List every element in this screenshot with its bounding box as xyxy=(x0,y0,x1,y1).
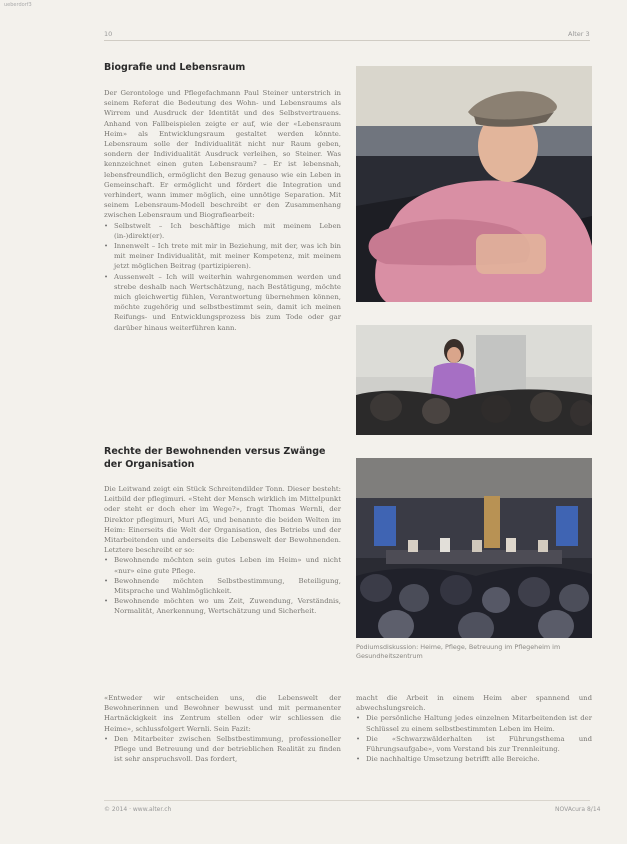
list-item: • Aussenwelt – Ich will weiterhin wahrgenommen werden und strebe deshalb nach Wertschätzung, nach Bestätigung, möchte mich gleichwertig fühlen, Verantwortung übernehmen können, möchte zugehörig und selbstbestimmt sein, damit ich meinen Reifungs- und Entwicklungsprozess bis zum Tode oder gar darüber hinaus weiterführen kann. xyxy=(104,272,341,333)
heading-biografie: Biografie und Lebensraum xyxy=(104,62,246,73)
paragraph-rechte: Die Leitwand zeigt ein Stück Schreitendilder Tonn. Dieser besteht: Leitbild der pflegimuri. «Steht der Mensch wirklich im Mittelpunkt oder steht er doch eher im Wege?», fragt Thomas Wernli, der Direktor pflegimuri, Muri AG, und benannte die beiden Welten im Heim: Einerseits die Welt der Organisation, des Betriebs und der Mitarbeitenden und anderseits die Lebenswelt der Bewohnenden. Letztere beschreibt er so: xyxy=(104,485,341,555)
heading-rechte: Rechte der Bewohnenden versus Zwänge der Organisation xyxy=(104,446,326,470)
paragraph-biografie: Der Gerontologe und Pflegefachmann Paul Steiner unterstrich in seinem Referat die Bedeutung des Wohn- und Lebensraums als Wirrem und Ausdruck der Identität und des Selbstvertrauens. Anhand von Fallbeispielen zeigte er auf, wie der «Lebensraum Heim» als Entwicklungsraum gestaltet werden könnte. Lebensraum solle der Individualität nicht nur Raum geben, sondern der Individualität Ausdruck verleihen, so Steiner. Was kennzeichnet einen guten Lebensraum? – Er ist lebensnah, lebensfreundlich, ermöglicht den Bezug genauso wie ein Leben in Gemeinschaft. Er ermöglicht und fördert die Integration und verhindert, wann immer möglich, eine unnötige Separation. Mit seinem Lebensraum-Modell beschreibt er den Zusammenhang zwischen Lebensraum und Biografiearbeit: xyxy=(104,89,341,220)
list-item: • Den Mitarbeiter zwischen Selbstbestimmung, professioneller Pflege und Betreuung und der betrieblichen Realität zu finden ist sehr anspruchsvoll. Das fordert, xyxy=(104,734,341,765)
footer-left: © 2014 · www.alter.ch xyxy=(104,806,172,813)
list-item: • Bewohnende möchten wo um Zeit, Zuwendung, Verständnis, Normalität, Anerkennung, Wertschätzung und Sicherheit. xyxy=(104,596,341,616)
photo-speaker-illustration xyxy=(356,66,592,302)
footer-right: NOVAcura 8/14 xyxy=(555,806,601,813)
fazit-list xyxy=(104,734,341,765)
photo-podium-discussion xyxy=(356,458,592,638)
header-rule xyxy=(104,40,590,41)
list-item: • Die «Schwarzwälderhalten ist Führungsthema und Führungsaufgabe», vom Verstand bis zur Trennleitung. xyxy=(356,734,592,754)
list-item: • Bewohnende möchten sein gutes Leben im Heim» und nicht «nur» eine gute Pflege. xyxy=(104,555,341,575)
bewohnende-list xyxy=(104,555,341,616)
photo-audience-illustration xyxy=(356,325,592,435)
column-left-top xyxy=(104,88,341,333)
scan-label: ueberdorf3 xyxy=(4,2,32,8)
column-left-mid xyxy=(104,484,341,617)
list-item: • Bewohnende möchten Selbstbestimmung, Beteiligung, Mitsprache und Wahlmöglichkeit. xyxy=(104,576,341,596)
list-item: • Selbstwelt – Ich beschäftige mich mit meinem Leben (in-)direkt(er). xyxy=(104,221,341,241)
column-left-bottom xyxy=(104,693,341,764)
lebensraum-list xyxy=(104,221,341,333)
paragraph-fazit: «Entweder wir entscheiden uns, die Lebenswelt der Bewohnerinnen und Bewohner bewusst und mit permanenter Hartnäckigkeit ins Zentrum stellen oder wir schliessen die Heime», schlussfolgert Wernli. Sein Fazit: xyxy=(104,694,341,733)
section-label: Alter 3 xyxy=(568,30,590,38)
list-item: • Innenwelt – Ich trete mit mir in Beziehung, mit der, was ich bin mit meiner Individualität, mit meiner Kompetenz, mit meinem jetzt möglichen Beitrag (partizipieren). xyxy=(104,241,341,272)
list-item: • Die nachhaltige Umsetzung betrifft alle Bereiche. xyxy=(356,754,592,764)
list-item: • Die persönliche Haltung jedes einzelnen Mitarbeitenden ist der Schlüssel zu einem selbstbestimmten Leben im Heim. xyxy=(356,713,592,733)
fazit-list-continued xyxy=(356,713,592,764)
photo-speaker-portrait xyxy=(356,66,592,302)
photo-speaker-audience xyxy=(356,325,592,435)
footer-rule xyxy=(104,800,590,801)
photo-podium-illustration xyxy=(356,458,592,638)
paragraph-continued: macht die Arbeit in einem Heim aber spannend und abwechslungsreich. xyxy=(356,694,592,713)
figure-caption: Podiumsdiskussion: Heime, Pflege, Betreuung im Pflegeheim im Gesundheitszentrum xyxy=(356,643,561,660)
column-right-bottom xyxy=(356,693,592,764)
page-number: 10 xyxy=(104,30,113,38)
